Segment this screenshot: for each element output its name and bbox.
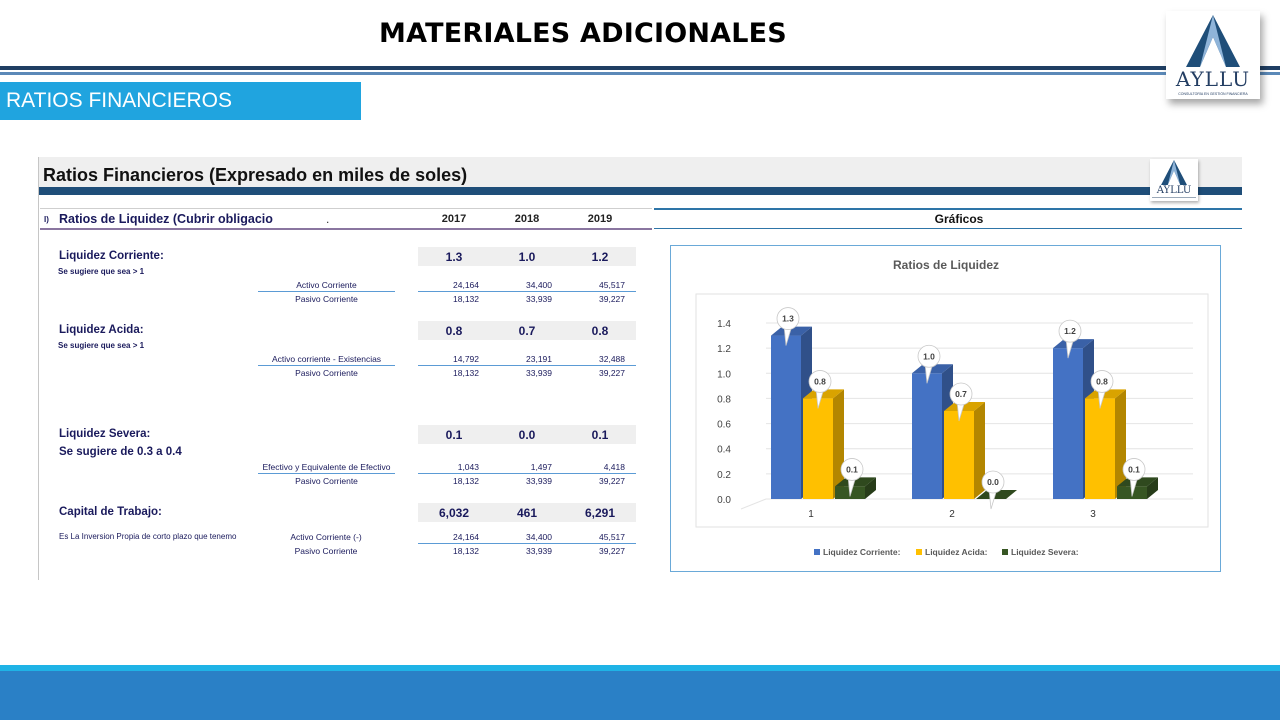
logo-text: AYLLU [1175,67,1251,91]
ratio-name: Liquidez Corriente: [59,250,164,262]
x-tick-label: 2 [949,509,955,520]
y-tick-label: 0.4 [717,444,731,456]
footer-bar [0,671,1280,720]
item-value: 39,227 [599,546,625,556]
logo-mark-icon [1186,15,1240,67]
sheet-header-bar [39,187,1242,195]
item-label: Pasivo Corriente [294,546,358,556]
item-value: 18,132 [453,546,479,556]
ratio-value: 0.8 [591,324,609,338]
ratio-hint: Se sugiere de 0.3 a 0.4 [59,446,182,458]
item-value: 39,227 [599,294,625,304]
ratio-name: Liquidez Severa: [59,428,151,440]
sheet-logo-text: AYLLU [1156,185,1192,196]
item-rule [258,291,395,292]
slide-title: MATERIALES ADICIONALES [379,18,787,49]
ratio-name: Capital de Trabajo: [59,506,162,518]
item-rule [258,365,395,366]
bar [1085,398,1115,499]
legend-entry: Liquidez Acida: [925,547,988,557]
value-rule [418,543,636,544]
year-header: 2019 [587,213,613,225]
chart-canvas [671,246,1222,573]
data-label: 0.1 [846,464,858,475]
sheet-left-border [38,157,39,580]
bar [912,373,942,499]
ratio-value: 1.3 [445,250,463,264]
item-value: 34,400 [526,280,552,290]
item-value: 33,939 [526,546,552,556]
bar [944,411,974,499]
item-value: 33,939 [526,476,552,486]
section-banner-label: RATIOS FINANCIEROS [6,89,232,112]
y-tick-label: 1.0 [717,369,731,381]
item-value: 45,517 [599,532,625,542]
section-rule-top [40,208,652,209]
section-title: Ratios de Liquidez (Cubrir obligacio [59,212,273,226]
sheet-header [39,157,1242,187]
section-banner [0,82,361,120]
data-label: 0.0 [987,477,999,487]
bar [771,336,801,499]
data-label: 0.8 [814,376,826,387]
item-label: Efectivo y Equivalente de Efectivo [262,462,391,472]
item-label: Pasivo Corriente [295,476,358,486]
ratio-value: 0.1 [591,428,609,442]
item-value: 1,497 [530,462,552,472]
item-label: Pasivo Corriente [295,294,358,304]
ratio-hint: Se sugiere que sea > 1 [58,267,145,276]
ratio-note: Es La Inversion Propia de corto plazo que tenemo [59,532,237,541]
year-header: 2017 [441,213,467,225]
item-value: 39,227 [599,368,625,378]
logo-subtitle: CONSULTORÍA EN GESTIÓN FINANCIERA [1178,92,1248,96]
y-tick-label: 0.8 [717,394,731,406]
logo-mark-icon [1161,160,1187,185]
item-value: 24,164 [453,532,479,542]
item-value: 39,227 [599,476,625,486]
ratio-value: 0.7 [518,324,536,338]
y-tick-label: 0.6 [717,419,731,431]
item-value: 4,418 [603,462,625,472]
section-dot: . [326,212,330,226]
item-value: 34,400 [526,532,552,542]
ratio-value: 1.2 [591,250,609,264]
legend-swatch [1002,549,1008,555]
ratio-value: 461 [516,506,538,520]
y-tick-label: 1.2 [717,344,731,356]
legend-entry: Liquidez Severa: [1011,547,1079,557]
item-value: 14,792 [453,354,479,364]
sheet-title: Ratios Financieros (Expresado en miles de soles) [43,165,468,185]
y-tick-label: 1.4 [717,319,731,330]
item-label: Pasivo Corriente [295,368,358,378]
item-value: 18,132 [453,476,479,486]
year-header: 2018 [514,213,540,225]
bar [1053,348,1083,499]
item-value: 33,939 [526,294,552,304]
liquidity-chart [670,245,1221,572]
item-value: 18,132 [453,368,479,378]
ratio-value: 0.8 [445,324,463,338]
legend-swatch [814,549,820,555]
bar [803,398,833,499]
data-label: 0.7 [955,389,967,399]
ratio-value: 0.1 [445,428,463,442]
graficos-rule [654,228,1242,229]
sheet-logo [1150,159,1198,201]
legend-entry: Liquidez Corriente: [823,547,901,557]
item-label: Activo corriente - Existencias [271,354,382,364]
data-label: 1.3 [782,313,794,324]
value-rule [418,473,636,474]
item-value: 1,043 [457,462,479,472]
item-value: 24,164 [453,280,479,290]
item-label: Activo Corriente (-) [290,532,362,542]
y-tick-label: 0.0 [717,495,731,506]
chart-title: Ratios de Liquidez [892,258,1000,272]
item-value: 18,132 [453,294,479,304]
x-tick-label: 1 [808,509,814,520]
item-label: Activo Corriente [296,280,357,290]
section-rule [40,228,652,230]
ratio-name: Liquidez Acida: [59,324,144,336]
item-rule [258,473,395,474]
ratio-value: 6,291 [584,506,616,520]
item-value: 23,191 [526,354,552,364]
ratio-value: 1.0 [518,250,536,264]
ratio-value: 0.0 [518,428,536,442]
item-value: 45,517 [599,280,625,290]
ratio-value: 6,032 [438,506,470,520]
ratio-hint: Se sugiere que sea > 1 [58,341,145,350]
y-tick-label: 0.2 [717,469,731,481]
legend-swatch [916,549,922,555]
value-rule [418,291,636,292]
x-tick-label: 3 [1090,509,1096,520]
item-value: 32,488 [599,354,625,364]
header-rule-dark [0,66,1280,70]
data-label: 0.1 [1128,464,1140,475]
graficos-rule-top [654,208,1242,210]
sheet-logo-rule [1152,197,1196,198]
section-number: I) [44,215,49,224]
ayllu-logo [1166,11,1260,99]
graficos-title: Gráficos [934,212,984,226]
value-rule [418,365,636,366]
data-label: 0.8 [1096,376,1108,387]
data-label: 1.2 [1064,326,1076,337]
item-value: 33,939 [526,368,552,378]
data-label: 1.0 [923,351,935,362]
header-rule-light [0,72,1280,75]
